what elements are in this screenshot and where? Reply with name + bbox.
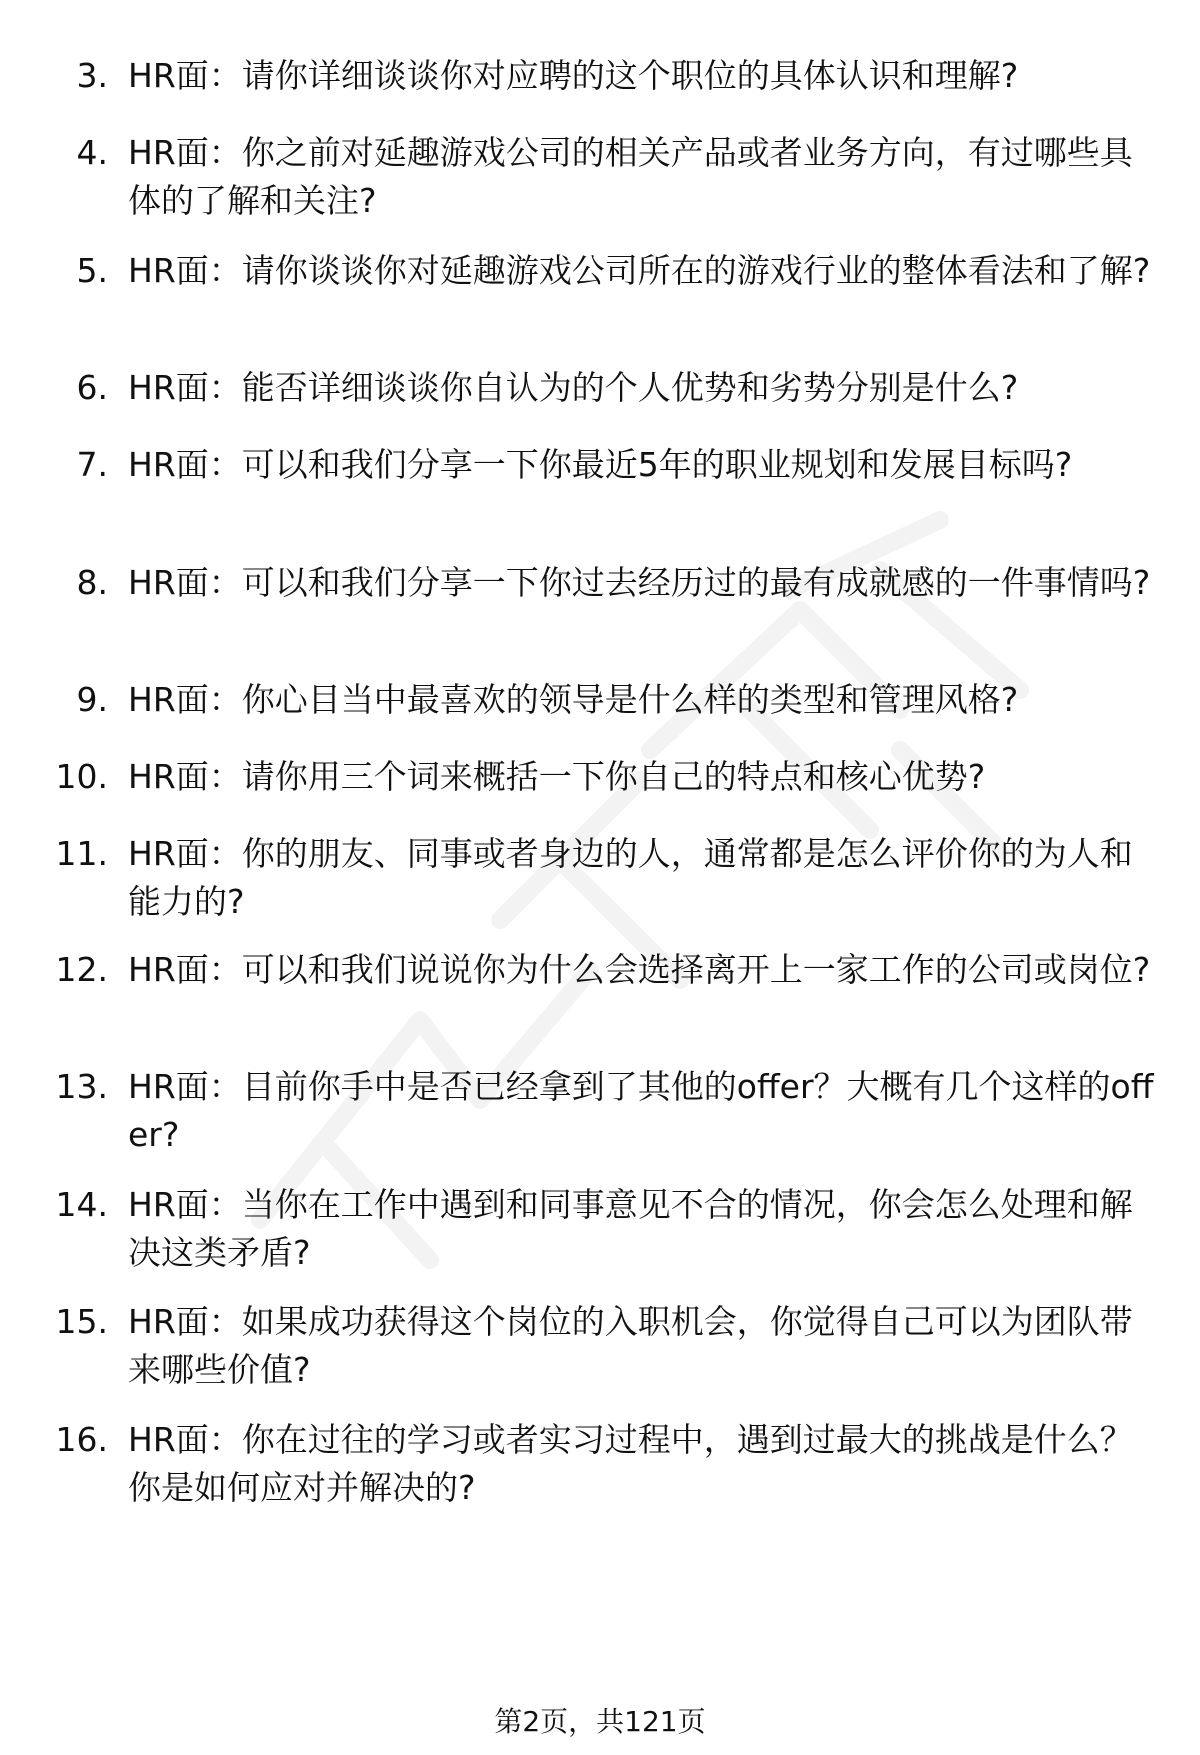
question-number: 12. xyxy=(55,950,108,989)
question-number: 9. xyxy=(76,680,108,719)
question-number: 6. xyxy=(76,368,108,407)
question-number: 13. xyxy=(55,1067,108,1106)
question-number: 3. xyxy=(76,56,108,95)
question-text: HR面：可以和我们说说你为什么会选择离开上一家工作的公司或岗位? xyxy=(128,950,1151,989)
question-text: HR面：你心目当中最喜欢的领导是什么样的类型和管理风格? xyxy=(128,680,1019,719)
page-footer: 第2页，共121页 xyxy=(494,1705,706,1738)
question-number: 4. xyxy=(76,133,108,172)
question-text: HR面：目前你手中是否已经拿到了其他的offer？大概有几个这样的offer? xyxy=(128,1067,1154,1154)
question-text: HR面：你在过往的学习或者实习过程中，遇到过最大的挑战是什么？你是如何应对并解决的? xyxy=(128,1420,1133,1507)
question-number: 8. xyxy=(76,563,108,602)
question-text: HR面：请你谈谈你对延趣游戏公司所在的游戏行业的整体看法和了解? xyxy=(128,251,1151,290)
question-number: 7. xyxy=(76,445,108,484)
question-text: HR面：如果成功获得这个岗位的入职机会，你觉得自己可以为团队带来哪些价值? xyxy=(128,1302,1133,1389)
question-text: HR面：当你在工作中遇到和同事意见不合的情况，你会怎么处理和解决这类矛盾? xyxy=(128,1185,1133,1272)
question-text: HR面：你之前对延趣游戏公司的相关产品或者业务方向，有过哪些具体的了解和关注? xyxy=(128,133,1133,220)
question-text: HR面：能否详细谈谈你自认为的个人优势和劣势分别是什么? xyxy=(128,368,1019,407)
question-text: HR面：请你用三个词来概括一下你自己的特点和核心优势? xyxy=(128,757,986,796)
question-text: HR面：可以和我们分享一下你最近5年的职业规划和发展目标吗? xyxy=(128,445,1073,484)
question-number: 10. xyxy=(55,757,108,796)
question-text: HR面：请你详细谈谈你对应聘的这个职位的具体认识和理解? xyxy=(128,56,1019,95)
question-number: 11. xyxy=(55,834,108,873)
question-text: HR面：你的朋友、同事或者身边的人，通常都是怎么评价你的为人和能力的? xyxy=(128,834,1133,921)
question-number: 16. xyxy=(55,1420,108,1459)
question-number: 15. xyxy=(55,1302,108,1341)
question-number: 14. xyxy=(55,1185,108,1224)
question-number: 5. xyxy=(76,251,108,290)
question-text: HR面：可以和我们分享一下你过去经历过的最有成就感的一件事情吗? xyxy=(128,563,1151,602)
